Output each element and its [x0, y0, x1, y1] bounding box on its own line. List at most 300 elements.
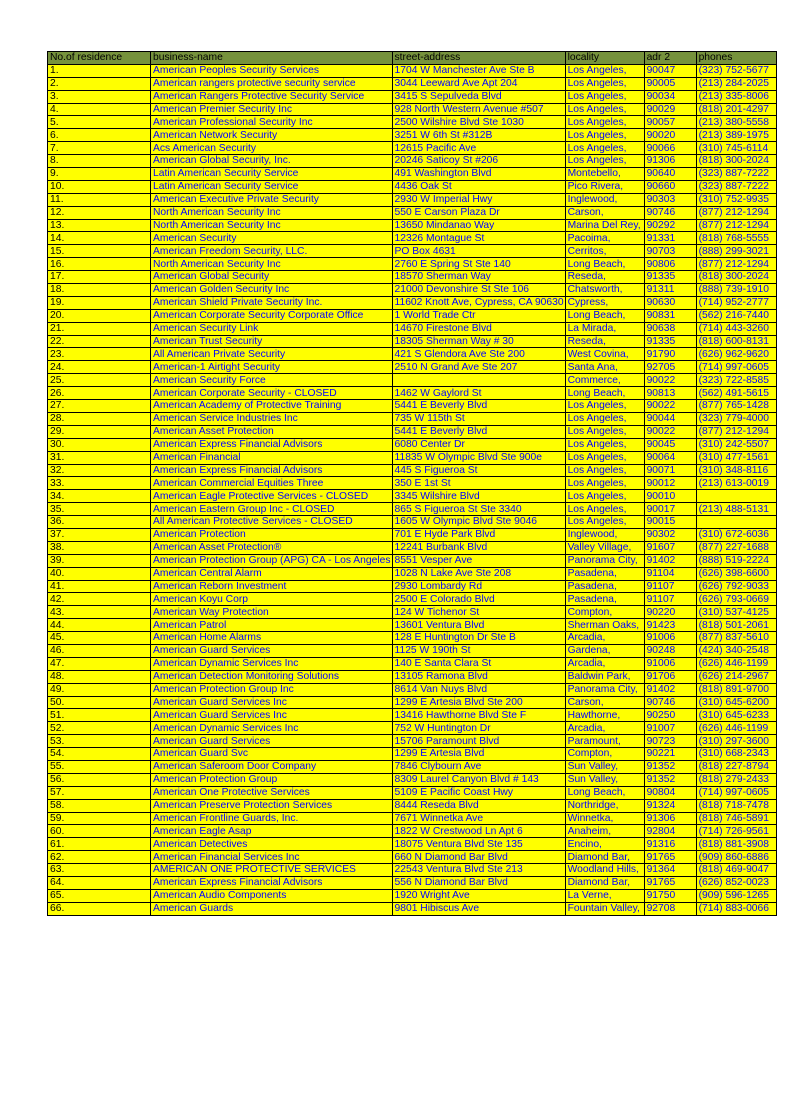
table-row — [48, 271, 777, 284]
cell-adr-2: 90044 — [644, 412, 696, 425]
cell-business-name: American Dynamic Services Inc — [151, 657, 393, 670]
cell-business-name: American Academy of Protective Training — [151, 400, 393, 413]
cell-business-name: American Global Security, Inc. — [151, 155, 393, 168]
cell-phone: (323) 752-5677 — [696, 64, 776, 77]
cell-row-number: 15. — [48, 245, 151, 258]
cell-row-number: 16. — [48, 258, 151, 271]
cell-business-name: American Express Financial Advisors — [151, 464, 393, 477]
table-row — [48, 709, 777, 722]
table-row — [48, 735, 777, 748]
cell-phone: (213) 380-5558 — [696, 116, 776, 129]
cell-locality: Winnetka, — [565, 812, 644, 825]
cell-row-number: 26. — [48, 387, 151, 400]
cell-street-address: 3251 W 6th St #312B — [392, 129, 565, 142]
table-row — [48, 219, 777, 232]
cell-locality: Los Angeles, — [565, 400, 644, 413]
table-row — [48, 528, 777, 541]
table-row — [48, 864, 777, 877]
cell-locality: Compton, — [565, 748, 644, 761]
cell-row-number: 41. — [48, 580, 151, 593]
cell-adr-2: 91352 — [644, 773, 696, 786]
table-row — [48, 632, 777, 645]
table-row — [48, 412, 777, 425]
cell-adr-2: 91765 — [644, 877, 696, 890]
table-row — [48, 877, 777, 890]
cell-adr-2: 90047 — [644, 64, 696, 77]
cell-row-number: 2. — [48, 77, 151, 90]
cell-street-address: 701 E Hyde Park Blvd — [392, 528, 565, 541]
cell-locality: Compton, — [565, 606, 644, 619]
cell-adr-2: 90022 — [644, 425, 696, 438]
cell-phone: (310) 645-6200 — [696, 696, 776, 709]
table-row — [48, 541, 777, 554]
header-adr-2: adr 2 — [644, 52, 696, 65]
cell-row-number: 65. — [48, 889, 151, 902]
cell-phone: (714) 997-0605 — [696, 361, 776, 374]
cell-street-address: 660 N Diamond Bar Blvd — [392, 851, 565, 864]
cell-adr-2: 91331 — [644, 232, 696, 245]
header-row — [48, 52, 777, 65]
cell-locality: Los Angeles, — [565, 142, 644, 155]
cell-street-address: 8551 Vesper Ave — [392, 554, 565, 567]
cell-adr-2: 90804 — [644, 786, 696, 799]
cell-business-name: American Rangers Protective Security Service — [151, 90, 393, 103]
cell-row-number: 45. — [48, 632, 151, 645]
cell-street-address: 9801 Hibiscus Ave — [392, 902, 565, 915]
cell-street-address: 20246 Saticoy St #206 — [392, 155, 565, 168]
cell-business-name: American One Protective Services — [151, 786, 393, 799]
cell-street-address: 350 E 1st St — [392, 477, 565, 490]
cell-row-number: 7. — [48, 142, 151, 155]
cell-street-address: 8614 Van Nuys Blvd — [392, 683, 565, 696]
cell-phone: (818) 201-4297 — [696, 103, 776, 116]
cell-business-name: North American Security Inc — [151, 258, 393, 271]
cell-business-name: American Protection Group Inc — [151, 683, 393, 696]
cell-row-number: 47. — [48, 657, 151, 670]
cell-adr-2: 90029 — [644, 103, 696, 116]
cell-phone: (818) 881-3908 — [696, 838, 776, 851]
cell-street-address: 491 Washington Blvd — [392, 168, 565, 181]
table-row — [48, 760, 777, 773]
cell-business-name: American Guard Svc — [151, 748, 393, 761]
cell-street-address: 18570 Sherman Way — [392, 271, 565, 284]
cell-locality: Panorama City, — [565, 683, 644, 696]
cell-phone: (626) 446-1199 — [696, 722, 776, 735]
table-row — [48, 193, 777, 206]
cell-street-address: 1704 W Manchester Ave Ste B — [392, 64, 565, 77]
cell-row-number: 63. — [48, 864, 151, 877]
cell-business-name: American Detectives — [151, 838, 393, 851]
cell-phone — [696, 490, 776, 503]
table-row — [48, 142, 777, 155]
cell-row-number: 38. — [48, 541, 151, 554]
table-row — [48, 580, 777, 593]
cell-locality: Diamond Bar, — [565, 851, 644, 864]
table-row — [48, 644, 777, 657]
cell-row-number: 40. — [48, 567, 151, 580]
cell-row-number: 27. — [48, 400, 151, 413]
cell-adr-2: 91607 — [644, 541, 696, 554]
cell-adr-2: 90064 — [644, 451, 696, 464]
cell-phone: (818) 600-8131 — [696, 335, 776, 348]
cell-phone: (818) 746-5891 — [696, 812, 776, 825]
cell-street-address: 1462 W Gaylord St — [392, 387, 565, 400]
cell-row-number: 33. — [48, 477, 151, 490]
cell-business-name: Acs American Security — [151, 142, 393, 155]
cell-business-name: American Shield Private Security Inc. — [151, 296, 393, 309]
cell-row-number: 11. — [48, 193, 151, 206]
table-row — [48, 477, 777, 490]
cell-adr-2: 90302 — [644, 528, 696, 541]
cell-row-number: 21. — [48, 322, 151, 335]
cell-locality: Los Angeles, — [565, 464, 644, 477]
cell-locality: Los Angeles, — [565, 516, 644, 529]
cell-street-address: 11602 Knott Ave, Cypress, CA 90630 — [392, 296, 565, 309]
table-row — [48, 103, 777, 116]
cell-street-address: 1822 W Crestwood Ln Apt 6 — [392, 825, 565, 838]
cell-street-address: 4436 Oak St — [392, 180, 565, 193]
cell-business-name: American Asset Protection — [151, 425, 393, 438]
cell-locality: La Mirada, — [565, 322, 644, 335]
cell-adr-2: 91364 — [644, 864, 696, 877]
cell-business-name: American Guard Services — [151, 644, 393, 657]
cell-phone: (310) 645-6233 — [696, 709, 776, 722]
cell-phone: (310) 242-5507 — [696, 438, 776, 451]
header-street-address: street-address — [392, 52, 565, 65]
cell-row-number: 49. — [48, 683, 151, 696]
cell-street-address: 865 S Figueroa St Ste 3340 — [392, 503, 565, 516]
cell-locality: Los Angeles, — [565, 129, 644, 142]
cell-phone: (909) 596-1265 — [696, 889, 776, 902]
cell-business-name: American Network Security — [151, 129, 393, 142]
cell-business-name: American Patrol — [151, 619, 393, 632]
cell-business-name: American Financial — [151, 451, 393, 464]
cell-street-address: 2930 Lombardy Rd — [392, 580, 565, 593]
table-row — [48, 438, 777, 451]
cell-phone: (310) 537-4125 — [696, 606, 776, 619]
cell-row-number: 6. — [48, 129, 151, 142]
cell-phone: (310) 477-1561 — [696, 451, 776, 464]
table-row — [48, 670, 777, 683]
cell-adr-2: 90746 — [644, 696, 696, 709]
cell-locality: Los Angeles, — [565, 103, 644, 116]
cell-adr-2: 91790 — [644, 348, 696, 361]
cell-row-number: 58. — [48, 799, 151, 812]
cell-street-address: 8309 Laurel Canyon Blvd # 143 — [392, 773, 565, 786]
cell-locality: Reseda, — [565, 335, 644, 348]
cell-locality: Los Angeles, — [565, 503, 644, 516]
cell-business-name: American Saferoom Door Company — [151, 760, 393, 773]
cell-street-address: 12326 Montague St — [392, 232, 565, 245]
table-row — [48, 657, 777, 670]
cell-row-number: 59. — [48, 812, 151, 825]
cell-locality: Sun Valley, — [565, 760, 644, 773]
cell-adr-2: 91306 — [644, 155, 696, 168]
cell-row-number: 22. — [48, 335, 151, 348]
cell-phone: (818) 501-2061 — [696, 619, 776, 632]
cell-adr-2: 92705 — [644, 361, 696, 374]
cell-street-address: 1028 N Lake Ave Ste 208 — [392, 567, 565, 580]
table-row — [48, 116, 777, 129]
cell-street-address: 445 S Figueroa St — [392, 464, 565, 477]
cell-street-address: 18075 Ventura Blvd Ste 135 — [392, 838, 565, 851]
cell-business-name: American Protection Group — [151, 773, 393, 786]
cell-locality: Pasadena, — [565, 580, 644, 593]
cell-business-name: American Central Alarm — [151, 567, 393, 580]
cell-business-name: American Premier Security Inc — [151, 103, 393, 116]
cell-street-address: 2930 W Imperial Hwy — [392, 193, 565, 206]
cell-street-address: 21000 Devonshire St Ste 106 — [392, 284, 565, 297]
cell-locality: Pasadena, — [565, 567, 644, 580]
cell-phone: (310) 297-3600 — [696, 735, 776, 748]
cell-adr-2: 90630 — [644, 296, 696, 309]
table-row — [48, 206, 777, 219]
cell-business-name: All American Protective Services - CLOSED — [151, 516, 393, 529]
cell-adr-2: 91107 — [644, 593, 696, 606]
cell-locality: Marina Del Rey, — [565, 219, 644, 232]
table-row — [48, 258, 777, 271]
cell-row-number: 3. — [48, 90, 151, 103]
cell-phone: (626) 793-0669 — [696, 593, 776, 606]
cell-adr-2: 91006 — [644, 657, 696, 670]
cell-street-address: 12241 Burbank Blvd — [392, 541, 565, 554]
table-row — [48, 322, 777, 335]
cell-phone: (310) 752-9935 — [696, 193, 776, 206]
cell-row-number: 53. — [48, 735, 151, 748]
cell-phone: (626) 446-1199 — [696, 657, 776, 670]
cell-locality: Cerritos, — [565, 245, 644, 258]
cell-adr-2: 91352 — [644, 760, 696, 773]
cell-business-name: American Protection Group (APG) CA - Los Angeles — [151, 554, 393, 567]
table-row — [48, 773, 777, 786]
cell-phone: (888) 299-3021 — [696, 245, 776, 258]
cell-phone: (877) 212-1294 — [696, 206, 776, 219]
cell-business-name: American Express Financial Advisors — [151, 438, 393, 451]
cell-business-name: North American Security Inc — [151, 219, 393, 232]
cell-row-number: 43. — [48, 606, 151, 619]
table-row — [48, 567, 777, 580]
cell-adr-2: 90813 — [644, 387, 696, 400]
cell-business-name: American Executive Private Security — [151, 193, 393, 206]
cell-phone: (310) 672-6036 — [696, 528, 776, 541]
cell-business-name: American Guard Services Inc — [151, 709, 393, 722]
cell-phone: (213) 613-0019 — [696, 477, 776, 490]
cell-row-number: 44. — [48, 619, 151, 632]
cell-street-address: 124 W Tichenor St — [392, 606, 565, 619]
cell-locality: Pacoima, — [565, 232, 644, 245]
cell-locality: Los Angeles, — [565, 155, 644, 168]
cell-business-name: American Security — [151, 232, 393, 245]
cell-business-name: American Financial Services Inc — [151, 851, 393, 864]
cell-phone: (562) 216-7440 — [696, 309, 776, 322]
cell-business-name: American Trust Security — [151, 335, 393, 348]
cell-row-number: 13. — [48, 219, 151, 232]
cell-locality: Fountain Valley, — [565, 902, 644, 915]
cell-locality: Arcadia, — [565, 722, 644, 735]
table-row — [48, 838, 777, 851]
cell-locality: Pico Rivera, — [565, 180, 644, 193]
cell-adr-2: 91324 — [644, 799, 696, 812]
cell-adr-2: 90831 — [644, 309, 696, 322]
cell-phone: (714) 952-2777 — [696, 296, 776, 309]
cell-locality: Long Beach, — [565, 309, 644, 322]
cell-street-address: 1920 Wright Ave — [392, 889, 565, 902]
cell-business-name: American Koyu Corp — [151, 593, 393, 606]
table-row — [48, 245, 777, 258]
cell-business-name: American Way Protection — [151, 606, 393, 619]
cell-adr-2: 90005 — [644, 77, 696, 90]
cell-adr-2: 91402 — [644, 683, 696, 696]
cell-phone: (877) 212-1294 — [696, 219, 776, 232]
cell-adr-2: 91316 — [644, 838, 696, 851]
cell-adr-2: 90723 — [644, 735, 696, 748]
cell-row-number: 18. — [48, 284, 151, 297]
cell-row-number: 55. — [48, 760, 151, 773]
cell-street-address: 7671 Winnetka Ave — [392, 812, 565, 825]
cell-phone: (213) 335-8006 — [696, 90, 776, 103]
cell-adr-2: 92804 — [644, 825, 696, 838]
cell-adr-2: 91006 — [644, 632, 696, 645]
cell-adr-2: 91007 — [644, 722, 696, 735]
cell-row-number: 1. — [48, 64, 151, 77]
table-row — [48, 77, 777, 90]
cell-locality: Carson, — [565, 696, 644, 709]
cell-row-number: 48. — [48, 670, 151, 683]
cell-street-address: 5441 E Beverly Blvd — [392, 425, 565, 438]
cell-phone: (424) 340-2548 — [696, 644, 776, 657]
cell-phone: (323) 722-8585 — [696, 374, 776, 387]
cell-locality: Cypress, — [565, 296, 644, 309]
cell-adr-2: 91335 — [644, 335, 696, 348]
cell-business-name: American Corporate Security - CLOSED — [151, 387, 393, 400]
cell-row-number: 32. — [48, 464, 151, 477]
cell-locality: Northridge, — [565, 799, 644, 812]
cell-locality: Panorama City, — [565, 554, 644, 567]
cell-row-number: 24. — [48, 361, 151, 374]
cell-adr-2: 90012 — [644, 477, 696, 490]
cell-row-number: 25. — [48, 374, 151, 387]
table-row — [48, 180, 777, 193]
cell-phone: (213) 284-2025 — [696, 77, 776, 90]
cell-locality: Baldwin Park, — [565, 670, 644, 683]
cell-street-address: PO Box 4631 — [392, 245, 565, 258]
table-row — [48, 851, 777, 864]
cell-adr-2: 90034 — [644, 90, 696, 103]
cell-locality: West Covina, — [565, 348, 644, 361]
table-row — [48, 232, 777, 245]
cell-business-name: American Home Alarms — [151, 632, 393, 645]
cell-business-name: American Eagle Asap — [151, 825, 393, 838]
table-row — [48, 683, 777, 696]
cell-row-number: 28. — [48, 412, 151, 425]
table-row — [48, 722, 777, 735]
cell-row-number: 56. — [48, 773, 151, 786]
cell-street-address: 421 S Glendora Ave Ste 200 — [392, 348, 565, 361]
cell-street-address: 2500 E Colorado Blvd — [392, 593, 565, 606]
cell-row-number: 4. — [48, 103, 151, 116]
cell-adr-2: 91402 — [644, 554, 696, 567]
cell-street-address: 2500 Wilshire Blvd Ste 1030 — [392, 116, 565, 129]
cell-locality: Los Angeles, — [565, 77, 644, 90]
cell-row-number: 29. — [48, 425, 151, 438]
cell-row-number: 66. — [48, 902, 151, 915]
cell-business-name: American Freedom Security, LLC. — [151, 245, 393, 258]
cell-business-name: AMERICAN ONE PROTECTIVE SERVICES — [151, 864, 393, 877]
table-row — [48, 593, 777, 606]
cell-phone — [696, 516, 776, 529]
cell-adr-2: 90806 — [644, 258, 696, 271]
cell-business-name: North American Security Inc — [151, 206, 393, 219]
table-row — [48, 812, 777, 825]
cell-row-number: 42. — [48, 593, 151, 606]
cell-phone: (310) 745-6114 — [696, 142, 776, 155]
cell-phone: (626) 792-9033 — [696, 580, 776, 593]
cell-adr-2: 90022 — [644, 374, 696, 387]
cell-row-number: 30. — [48, 438, 151, 451]
table-row — [48, 168, 777, 181]
cell-street-address: 12615 Pacific Ave — [392, 142, 565, 155]
cell-phone: (626) 962-9620 — [696, 348, 776, 361]
cell-business-name: American Eastern Group Inc - CLOSED — [151, 503, 393, 516]
cell-street-address: 13105 Ramona Blvd — [392, 670, 565, 683]
cell-street-address: 1125 W 190th St — [392, 644, 565, 657]
table-row — [48, 296, 777, 309]
cell-business-name: American Golden Security Inc — [151, 284, 393, 297]
cell-street-address: 1605 W Olympic Blvd Ste 9046 — [392, 516, 565, 529]
cell-row-number: 50. — [48, 696, 151, 709]
cell-locality: La Verne, — [565, 889, 644, 902]
table-row — [48, 503, 777, 516]
cell-business-name: American Audio Components — [151, 889, 393, 902]
cell-business-name: American Guard Services Inc — [151, 696, 393, 709]
cell-street-address: 3415 S Sepulveda Blvd — [392, 90, 565, 103]
header-no-of-residence: No.of residence — [48, 52, 151, 65]
cell-adr-2: 90221 — [644, 748, 696, 761]
cell-business-name: American Corporate Security Corporate Office — [151, 309, 393, 322]
table-row — [48, 696, 777, 709]
cell-row-number: 46. — [48, 644, 151, 657]
table-row — [48, 748, 777, 761]
cell-row-number: 60. — [48, 825, 151, 838]
cell-locality: Inglewood, — [565, 193, 644, 206]
table-row — [48, 825, 777, 838]
cell-street-address: 1299 E Artesia Blvd — [392, 748, 565, 761]
table-row — [48, 451, 777, 464]
cell-row-number: 64. — [48, 877, 151, 890]
cell-business-name: American Commercial Equities Three — [151, 477, 393, 490]
table-row — [48, 606, 777, 619]
cell-adr-2: 90746 — [644, 206, 696, 219]
cell-adr-2: 90010 — [644, 490, 696, 503]
table-row — [48, 361, 777, 374]
cell-phone: (714) 997-0605 — [696, 786, 776, 799]
table-row — [48, 902, 777, 915]
cell-phone: (213) 488-5131 — [696, 503, 776, 516]
table-row — [48, 335, 777, 348]
cell-row-number: 35. — [48, 503, 151, 516]
table-row — [48, 619, 777, 632]
cell-adr-2: 91306 — [644, 812, 696, 825]
table-row — [48, 284, 777, 297]
cell-adr-2: 90303 — [644, 193, 696, 206]
cell-business-name: American Detection Monitoring Solutions — [151, 670, 393, 683]
cell-street-address: 5109 E Pacific Coast Hwy — [392, 786, 565, 799]
cell-phone: (323) 779-4000 — [696, 412, 776, 425]
cell-adr-2: 91335 — [644, 271, 696, 284]
cell-adr-2: 90220 — [644, 606, 696, 619]
cell-locality: Diamond Bar, — [565, 877, 644, 890]
cell-row-number: 14. — [48, 232, 151, 245]
